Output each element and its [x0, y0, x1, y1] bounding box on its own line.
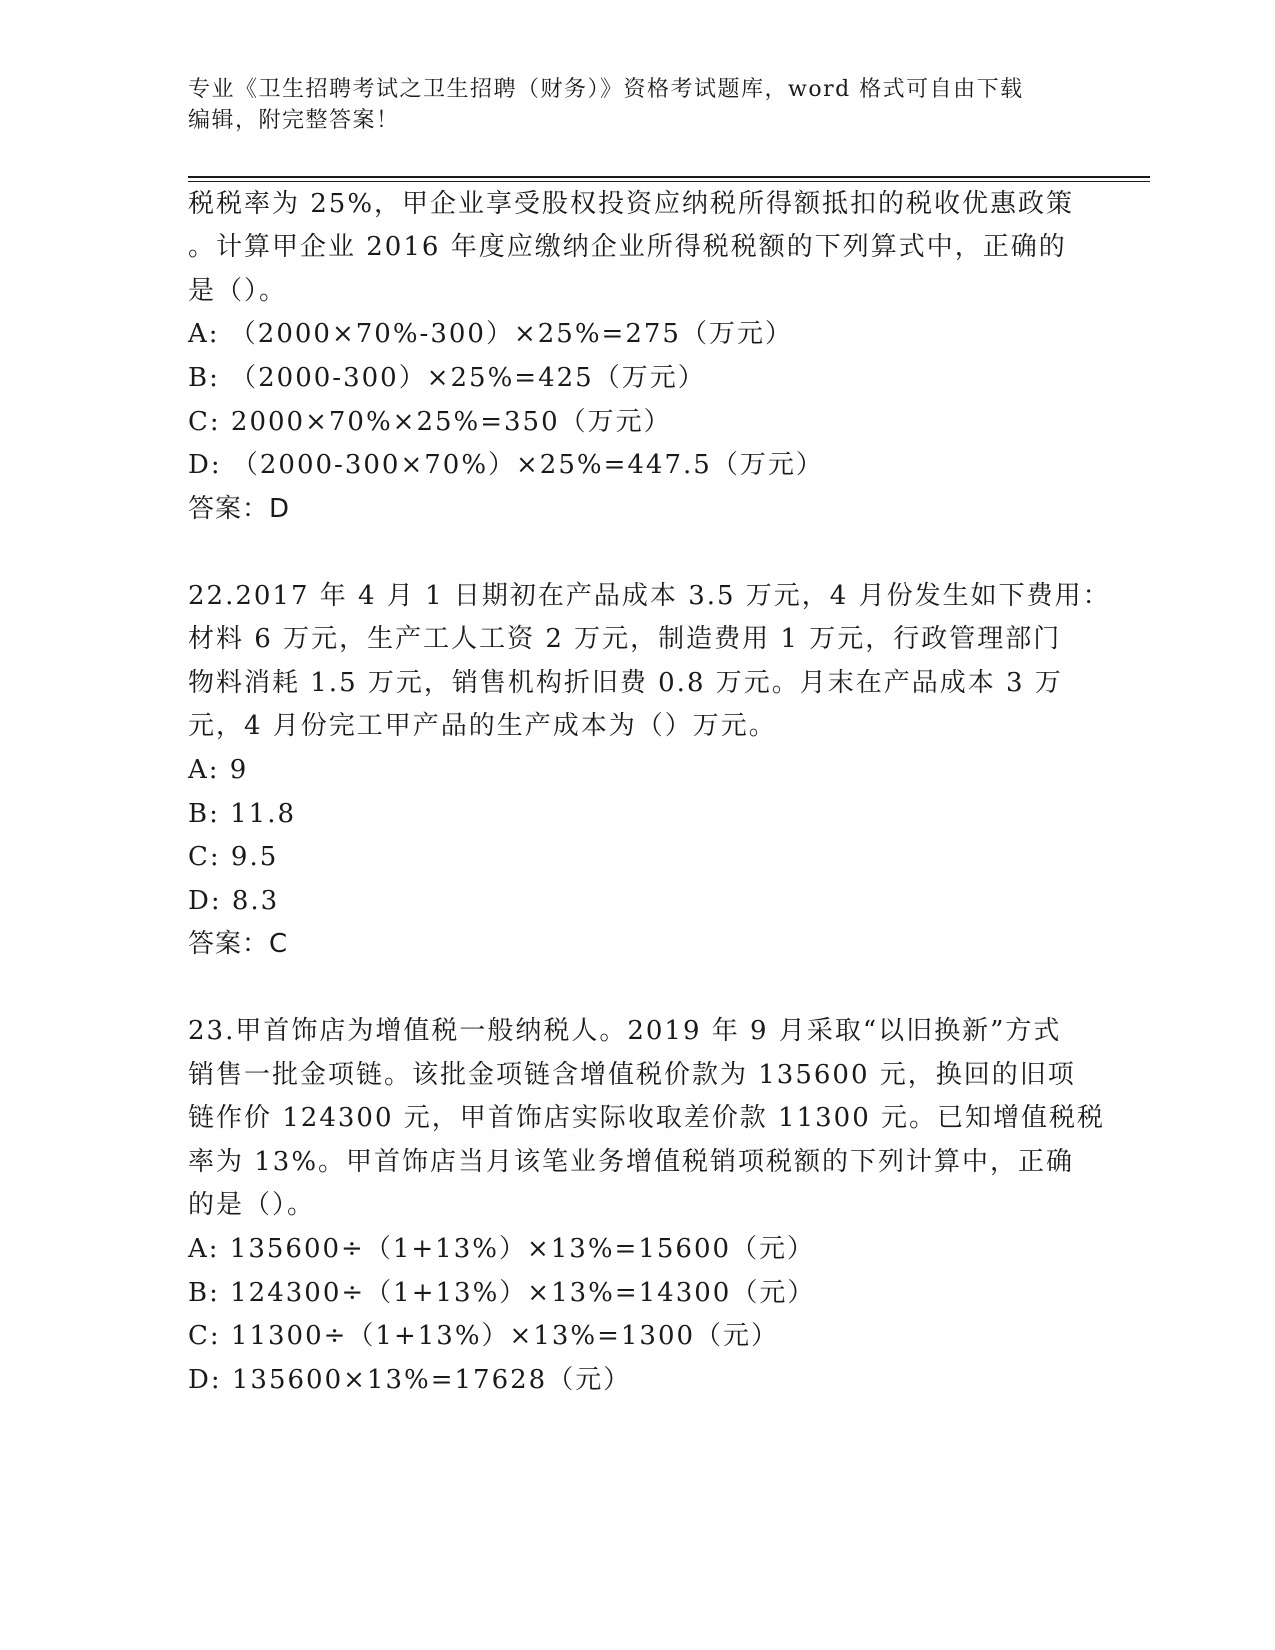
option-c: C: 11300÷（1+13%）×13%=1300（元）: [188, 1321, 780, 1351]
question-stem-line: 率为 13%。甲首饰店当月该笔业务增值税销项税额的下列计算中，正确: [188, 1147, 1075, 1177]
question-stem-line: 23.甲首饰店为增值税一般纳税人。2019 年 9 月采取“以旧换新”方式: [188, 1016, 1062, 1046]
question-stem-line: 。计算甲企业 2016 年度应缴纳企业所得税税额的下列算式中，正确的: [188, 232, 1067, 262]
option-a: A: （2000×70%-300）×25%=275（万元）: [188, 319, 793, 349]
option-d: D: 135600×13%=17628（元）: [188, 1365, 632, 1395]
header-line: 编辑，附完整答案！: [188, 108, 400, 133]
option-d: D: 8.3: [188, 886, 280, 916]
header-rule-thick: [188, 176, 1150, 178]
option-b: B: 124300÷（1+13%）×13%=14300（元）: [188, 1278, 816, 1308]
question-stem-line: 材料 6 万元，生产工人工资 2 万元，制造费用 1 万元，行政管理部门: [188, 624, 1062, 654]
option-b: B: 11.8: [188, 799, 297, 829]
question-stem-line: 物料消耗 1.5 万元，销售机构折旧费 0.8 万元。月末在产品成本 3 万: [188, 668, 1063, 698]
answer-line: 答案：C: [188, 929, 289, 959]
option-b: B: （2000-300）×25%=425（万元）: [188, 363, 706, 393]
answer-line: 答案：D: [188, 494, 291, 524]
question-stem-line: 是（）。: [188, 276, 288, 306]
header-line: 专业《卫生招聘考试之卫生招聘（财务）》资格考试题库，word 格式可自由下载: [188, 77, 1024, 102]
option-a: A: 135600÷（1+13%）×13%=15600（元）: [188, 1234, 816, 1264]
option-c: C: 2000×70%×25%=350（万元）: [188, 407, 672, 437]
question-stem-line: 22.2017 年 4 月 1 日期初在产品成本 3.5 万元，4 月份发生如下费用：: [188, 581, 1111, 611]
option-d: D: （2000-300×70%）×25%=447.5（万元）: [188, 450, 824, 480]
option-a: A: 9: [188, 755, 249, 785]
question-stem-line: 元，4 月份完工甲产品的生产成本为（）万元。: [188, 711, 777, 741]
question-stem-line: 税税率为 25%，甲企业享受股权投资应纳税所得额抵扣的税收优惠政策: [188, 189, 1075, 219]
document-header: [188, 74, 1088, 136]
option-c: C: 9.5: [188, 842, 279, 872]
header-rule-thin: [188, 181, 1150, 182]
question-stem-line: 链作价 124300 元，甲首饰店实际收取差价款 11300 元。已知增值税税: [188, 1103, 1106, 1133]
question-stem-line: 的是（）。: [188, 1190, 316, 1220]
question-stem-line: 销售一批金项链。该批金项链含增值税价款为 135600 元，换回的旧项: [188, 1060, 1076, 1090]
